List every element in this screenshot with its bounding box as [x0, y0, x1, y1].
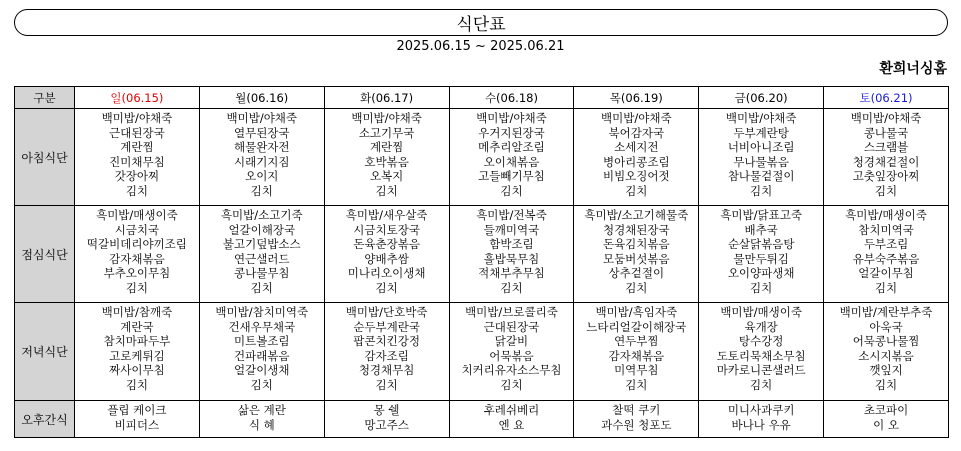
dish-item: 백미밥/야채죽 [226, 111, 298, 125]
dish-item: 망고주스 [364, 417, 409, 432]
menu-cell [199, 401, 324, 438]
menu-cell [699, 109, 824, 206]
dish-item: 백미밥/브로콜리죽 [465, 305, 558, 319]
dish-item: 물만두튀김 [733, 251, 789, 266]
meal-row [15, 303, 949, 401]
meal-table [14, 86, 949, 438]
day-header: 월(06.16) [199, 87, 324, 109]
dish-item: 미역무침 [614, 363, 659, 378]
dish-item: 고춧잎장아찌 [852, 169, 920, 184]
page-title: 식단표 [456, 15, 506, 35]
dish-item: 흑미밥/전복죽 [476, 208, 547, 222]
meal-label: 점심식단 [15, 206, 75, 303]
meal-row [15, 206, 949, 303]
dish-item: 청경채무침 [358, 363, 415, 378]
day-header: 금(06.20) [699, 87, 824, 109]
dish-item: 미니사과쿠키 [727, 403, 795, 417]
dish-item: 어묵볶음 [489, 348, 534, 363]
dish-item: 얼갈이생채 [233, 363, 290, 378]
dish-item: 미트볼조림 [233, 334, 290, 349]
dish-item: 후레쉬베리 [483, 403, 540, 417]
menu-cell [824, 303, 949, 401]
dish-item: 북어감자국 [608, 125, 665, 140]
dish-item: 김치 [375, 280, 398, 295]
dish-item: 깻잎지 [869, 363, 903, 378]
menu-cell [574, 206, 699, 303]
dish-item: 백미밥/흑임자죽 [595, 305, 678, 319]
dish-item: 백미밥/매생이죽 [720, 305, 802, 319]
dish-item: 두부계란탕 [733, 125, 789, 140]
dish-item: 불고기덮밥소스 [222, 237, 301, 252]
dish-item: 적채부추무침 [478, 266, 545, 281]
dish-item: 김치 [125, 377, 149, 392]
dish-item: 닭갈비 [494, 334, 529, 349]
dish-item: 모둠버섯볶음 [602, 251, 670, 266]
dish-item: 돈육춘장볶음 [353, 237, 420, 252]
menu-cell [699, 401, 824, 438]
dish-item: 백미밥/참치미역죽 [215, 305, 309, 319]
dish-item: 순두부계란국 [353, 319, 420, 334]
dish-item: 짜사이무침 [109, 363, 165, 378]
dish-item: 메추리알조림 [478, 140, 545, 155]
dish-item: 김치 [250, 183, 273, 198]
dish-item: 콩나물무침 [233, 266, 290, 281]
day-header: 목(06.19) [574, 87, 699, 109]
menu-cell [574, 109, 699, 206]
menu-cell [75, 206, 200, 303]
menu-cell [824, 109, 949, 206]
dish-item: 흑미밥/소고기해물죽 [584, 208, 689, 222]
dish-item: 흑미밥/새우살죽 [345, 208, 428, 222]
menu-cell [324, 401, 449, 438]
dish-item: 김치 [500, 183, 523, 198]
dish-item: 아욱국 [869, 319, 903, 334]
dish-item: 두부조림 [863, 237, 909, 252]
meal-row [15, 401, 949, 438]
dish-item: 시래기지짐 [233, 154, 290, 169]
menu-cell [75, 303, 200, 401]
meal-row [15, 109, 949, 206]
dish-item: 배추국 [744, 222, 778, 237]
menu-cell [199, 303, 324, 401]
dish-item: 순살닭볶음탕 [727, 237, 795, 252]
dish-item: 얼갈이무침 [858, 266, 914, 281]
dish-item: 진미채무침 [109, 154, 165, 169]
dish-item: 떡갈비데리야끼조림 [86, 237, 187, 252]
menu-cell [449, 109, 574, 206]
dish-item: 김치 [625, 280, 648, 295]
dish-item: 백미밥/야채죽 [601, 111, 672, 125]
dish-item: 참나물겉절이 [727, 169, 795, 184]
dish-item: 오복지 [369, 169, 404, 184]
dish-item: 열무된장국 [233, 125, 290, 140]
day-header: 토(06.21) [824, 87, 949, 109]
menu-cell [574, 303, 699, 401]
menu-cell [824, 206, 949, 303]
menu-cell [699, 206, 824, 303]
dish-item: 오이채볶음 [483, 154, 540, 169]
day-header: 화(06.17) [324, 87, 449, 109]
dish-item: 백미밥/야채죽 [725, 111, 797, 125]
menu-cell [699, 303, 824, 401]
menu-title-box [14, 9, 948, 36]
dish-item: 흑미밥/매생이죽 [845, 208, 927, 222]
menu-cell [449, 303, 574, 401]
dish-item: 무나물볶음 [733, 154, 789, 169]
dish-item: 김치 [874, 183, 898, 198]
dish-item: 엔 요 [498, 417, 525, 432]
dish-item: 스크램블 [863, 140, 909, 155]
meal-label: 저녁식단 [15, 303, 75, 401]
menu-cell [199, 109, 324, 206]
dish-item: 김치 [874, 280, 898, 295]
facility-name: 환희너싱홈 [879, 61, 947, 77]
dish-item: 백미밥/야채죽 [850, 111, 922, 125]
dish-item: 백미밥/참깨죽 [101, 305, 173, 319]
dish-item: 찰떡 쿠키 [612, 403, 661, 417]
dish-item: 김치 [500, 377, 523, 392]
dish-item: 김치 [250, 280, 273, 295]
dish-item: 계란국 [120, 319, 154, 334]
dish-item: 청경채된장국 [602, 222, 670, 237]
menu-cell [324, 206, 449, 303]
meal-label: 아침식단 [15, 109, 75, 206]
dish-item: 어묵콩나물찜 [852, 334, 920, 349]
dish-item: 김치 [750, 280, 773, 295]
date-range: 2025.06.15 ~ 2025.06.21 [396, 39, 565, 54]
dish-item: 오이지 [245, 169, 279, 184]
day-header: 일(06.15) [75, 87, 200, 109]
dish-item: 계란찜 [120, 140, 154, 155]
dish-item: 김치 [125, 280, 149, 295]
dish-item: 병아리콩조림 [602, 154, 670, 169]
dish-item: 소고기무국 [358, 125, 415, 140]
dish-item: 김치 [874, 377, 898, 392]
dish-item: 삶은 계란 [237, 403, 286, 417]
dish-item: 김치 [125, 183, 149, 198]
dish-item: 연근샐러드 [233, 251, 290, 266]
dish-item: 느타리얼갈이해장국 [586, 319, 687, 334]
corner-header: 구분 [15, 87, 75, 109]
dish-item: 탕수강정 [738, 334, 784, 349]
dish-item: 김치 [625, 377, 648, 392]
dish-item: 육개장 [744, 319, 778, 334]
dish-item: 콩나물국 [863, 125, 909, 140]
menu-cell [199, 206, 324, 303]
menu-cell [574, 401, 699, 438]
dish-item: 흑미밥/매생이죽 [96, 208, 178, 222]
dish-item: 치커리유자소스무침 [461, 363, 562, 378]
dish-item: 고들빼기무침 [478, 169, 545, 184]
menu-cell [324, 109, 449, 206]
dish-item: 상추겉절이 [608, 266, 665, 281]
dish-item: 근대된장국 [109, 125, 165, 140]
dish-item: 소세지전 [614, 140, 659, 155]
dish-item: 부추오이무침 [103, 266, 171, 281]
dish-item: 비피더스 [114, 417, 160, 432]
dish-item: 연두부찜 [614, 334, 659, 349]
menu-cell [324, 303, 449, 401]
dish-item: 백미밥/야채죽 [351, 111, 422, 125]
dish-item: 몽 쉘 [373, 403, 400, 417]
meal-label: 오후간식 [15, 401, 75, 438]
dish-item: 우거지된장국 [478, 125, 545, 140]
menu-cell [75, 109, 200, 206]
dish-item: 건새우무채국 [228, 319, 296, 334]
dish-item: 백미밥/야채죽 [101, 111, 173, 125]
dish-item: 얼갈이해장국 [228, 222, 296, 237]
dish-item: 흑미밥/소고기죽 [220, 208, 303, 222]
dish-item: 미나리오이생채 [347, 266, 426, 281]
dish-item: 근대된장국 [483, 319, 540, 334]
dish-item: 김치 [500, 280, 523, 295]
dish-item: 도토리묵채소무침 [716, 348, 806, 363]
dish-item: 해물완자전 [233, 140, 290, 155]
dish-item: 백미밥/계란부추죽 [839, 305, 933, 319]
day-header: 수(06.18) [449, 87, 574, 109]
dish-item: 바나나 우유 [731, 417, 791, 432]
dish-item: 너비아니조림 [727, 140, 795, 155]
dish-item: 백미밥/단호박죽 [345, 305, 428, 319]
dish-item: 김치 [750, 183, 773, 198]
dish-item: 건파래볶음 [233, 348, 290, 363]
dish-item: 비빔오징어젓 [602, 169, 670, 184]
menu-cell [75, 401, 200, 438]
dish-item: 들깨미역국 [483, 222, 540, 237]
dish-item: 감자채볶음 [109, 251, 165, 266]
dish-item: 김치 [375, 183, 398, 198]
dish-item: 돈육김치볶음 [602, 237, 670, 252]
dish-item: 유부숙주볶음 [852, 251, 920, 266]
dish-item: 오이양파생채 [727, 266, 795, 281]
dish-item: 초코파이 [863, 403, 909, 417]
dish-item: 김치 [750, 377, 773, 392]
dish-item: 참치미역국 [858, 222, 914, 237]
dish-item: 흑미밥/닭표고죽 [720, 208, 802, 222]
dish-item: 청경채겉절이 [852, 154, 920, 169]
menu-cell [449, 206, 574, 303]
dish-item: 계란찜 [369, 140, 404, 155]
dish-item: 호박볶음 [364, 154, 409, 169]
dish-item: 김치 [625, 183, 648, 198]
dish-item: 흘밥묵무침 [483, 251, 540, 266]
dish-item: 시금치국 [114, 222, 160, 237]
dish-item: 플립 케이크 [107, 403, 167, 417]
dish-item: 함박조림 [489, 237, 534, 252]
dish-item: 팝콘치킨강정 [353, 334, 420, 349]
dish-item: 고로케튀김 [109, 348, 165, 363]
table-header-row [15, 87, 949, 109]
dish-item: 시금치토장국 [353, 222, 420, 237]
dish-item: 백미밥/야채죽 [476, 111, 547, 125]
dish-item: 식 혜 [248, 417, 275, 432]
menu-cell [824, 401, 949, 438]
menu-cell [449, 401, 574, 438]
dish-item: 참치마파두부 [103, 334, 171, 349]
dish-item: 소시지볶음 [858, 348, 914, 363]
dish-item: 양배추쌈 [364, 251, 409, 266]
dish-item: 김치 [375, 377, 398, 392]
dish-item: 과수원 청포도 [601, 417, 672, 432]
dish-item: 김치 [250, 377, 273, 392]
dish-item: 감자채볶음 [608, 348, 665, 363]
dish-item: 감자조림 [364, 348, 409, 363]
dish-item: 마카로니콘샐러드 [716, 363, 806, 378]
dish-item: 이 오 [873, 417, 899, 432]
dish-item: 갓장아찌 [114, 169, 160, 184]
